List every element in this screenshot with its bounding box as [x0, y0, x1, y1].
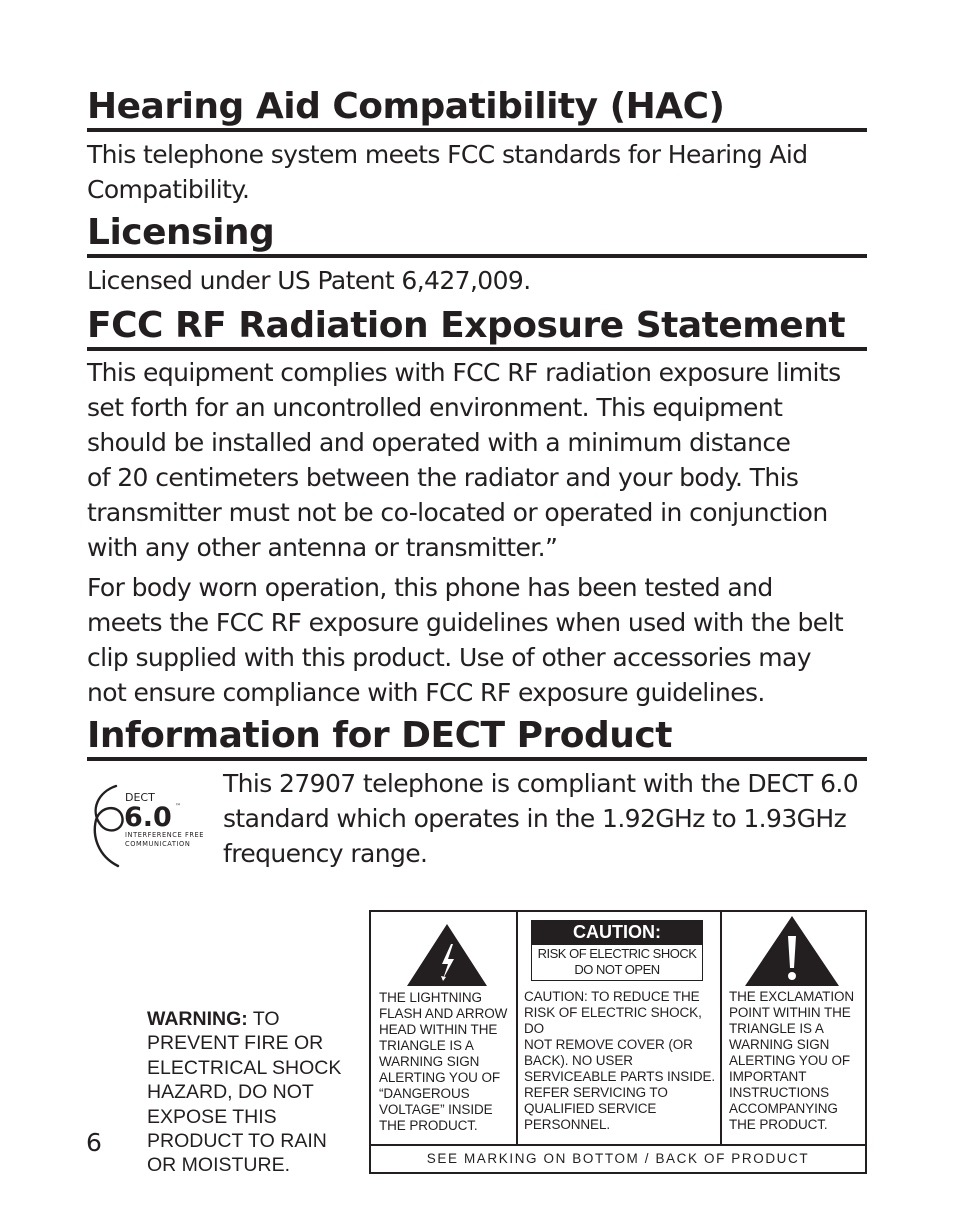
warning-label: WARNING: — [147, 1008, 248, 1030]
exclamation-description — [729, 989, 865, 1133]
heading-hac: Hearing Aid Compatibility (HAC) — [87, 86, 867, 132]
text-line: THE LIGHTNING — [379, 990, 482, 1005]
text-line: ACCOMPANYING — [729, 1101, 838, 1116]
paragraph-dect — [223, 766, 873, 871]
heading-fcc-rf: FCC RF Radiation Exposure Statement — [87, 305, 867, 351]
text-line: This telephone system meets FCC standards for Hearing Aid — [87, 140, 808, 169]
text-line: Compatibility. — [87, 175, 250, 204]
paragraph-licensing — [87, 263, 867, 298]
text-line: ALERTING YOU OF — [379, 1070, 501, 1085]
text-line: not ensure compliance with FCC RF exposure guidelines. — [87, 678, 765, 707]
text-line: For body worn operation, this phone has been tested and — [87, 573, 773, 602]
page-number: 6 — [86, 1128, 102, 1157]
text-line: EXPOSE THIS — [147, 1105, 277, 1128]
text-line: DO NOT OPEN — [574, 961, 660, 977]
text-line: POINT WITHIN THE — [729, 1005, 851, 1020]
heading-dect: Information for DECT Product — [87, 715, 867, 761]
exclamation-triangle-icon — [745, 916, 839, 986]
caution-column — [518, 912, 722, 1146]
text-line: RISK OF ELECTRIC SHOCK, DO — [524, 1005, 702, 1036]
text-line: clip supplied with this product. Use of other accessories may — [87, 643, 811, 672]
text-line: HEAD WITHIN THE — [379, 1022, 498, 1037]
text-line: QUALIFIED SERVICE — [524, 1101, 657, 1116]
lightning-triangle-icon — [407, 924, 487, 986]
caution-title: CAUTION: — [531, 920, 703, 944]
paragraph-fcc-rf-1 — [87, 355, 867, 565]
text-line: IMPORTANT — [729, 1069, 807, 1084]
text-line: SERVICEABLE PARTS INSIDE. — [524, 1069, 716, 1084]
dect-logo-tagline-2: COMMUNICATION — [125, 840, 191, 848]
dect-logo-version: 6.0 — [124, 802, 172, 833]
text-line: RISK OF ELECTRIC SHOCK — [537, 946, 697, 961]
lightning-column — [371, 912, 518, 1146]
text-line: with any other antenna or transmitter.” — [87, 533, 558, 562]
text-line: THE EXCLAMATION — [729, 989, 855, 1004]
text-line: TRIANGLE IS A — [379, 1038, 474, 1053]
text-line: TRIANGLE IS A — [729, 1021, 824, 1036]
text-line: FLASH AND ARROW — [379, 1006, 508, 1021]
dect-logo-tagline-1: INTERFERENCE FREE — [125, 831, 204, 839]
text-line: “DANGEROUS — [379, 1086, 470, 1101]
text-line: TO — [247, 1008, 280, 1030]
dect-logo-brand: DECT — [125, 791, 155, 804]
text-line: This equipment complies with FCC RF radiation exposure limits — [87, 358, 841, 387]
text-line: of 20 centimeters between the radiator and your body. This — [87, 463, 799, 492]
exclamation-column — [722, 912, 865, 1146]
text-line: REFER SERVICING TO — [524, 1085, 668, 1100]
text-line: CAUTION: TO REDUCE THE — [524, 989, 700, 1004]
text-line: WARNING SIGN — [729, 1037, 830, 1052]
heading-licensing: Licensing — [87, 212, 867, 258]
text-line: ALERTING YOU OF — [729, 1053, 851, 1068]
text-line: VOLTAGE” INSIDE — [379, 1102, 493, 1117]
lightning-description — [379, 990, 514, 1134]
text-line: should be installed and operated with a minimum distance — [87, 428, 791, 457]
text-line: This 27907 telephone is compliant with the DECT 6.0 — [223, 769, 859, 798]
text-line: PERSONNEL. — [524, 1117, 611, 1132]
text-line: OR MOISTURE. — [147, 1154, 291, 1177]
text-line: INSTRUCTIONS — [729, 1085, 830, 1100]
warning-notice — [147, 1007, 362, 1178]
text-line: HAZARD, DO NOT — [147, 1081, 314, 1104]
dect-logo-tm: ™ — [175, 803, 181, 810]
caution-label-box — [369, 910, 867, 1174]
paragraph-fcc-rf-2 — [87, 570, 867, 710]
text-line: frequency range. — [223, 839, 428, 868]
text-line: PRODUCT TO RAIN — [147, 1130, 327, 1153]
text-line: THE PRODUCT. — [379, 1118, 478, 1133]
caution-description — [524, 989, 720, 1133]
dect-logo — [86, 780, 204, 872]
caution-footer: SEE MARKING ON BOTTOM / BACK OF PRODUCT — [426, 1151, 810, 1166]
text-line: ELECTRICAL SHOCK — [147, 1056, 342, 1079]
text-line: WARNING SIGN — [379, 1054, 480, 1069]
text-line: Licensed under US Patent 6,427,009. — [87, 266, 531, 295]
text-line: transmitter must not be co-located or operated in conjunction — [87, 498, 828, 527]
text-line: BACK). NO USER — [524, 1053, 633, 1068]
text-line: PREVENT FIRE OR — [147, 1032, 324, 1055]
text-line: standard which operates in the 1.92GHz to 1.93GHz — [223, 804, 847, 833]
caution-subtitle — [531, 944, 703, 981]
dect-swirl-icon — [86, 780, 204, 872]
text-line: THE PRODUCT. — [729, 1117, 828, 1132]
paragraph-hac — [87, 137, 867, 207]
text-line: NOT REMOVE COVER (OR — [524, 1037, 693, 1052]
text-line: meets the FCC RF exposure guidelines when used with the belt — [87, 608, 844, 637]
text-line: set forth for an uncontrolled environment. This equipment — [87, 393, 783, 422]
